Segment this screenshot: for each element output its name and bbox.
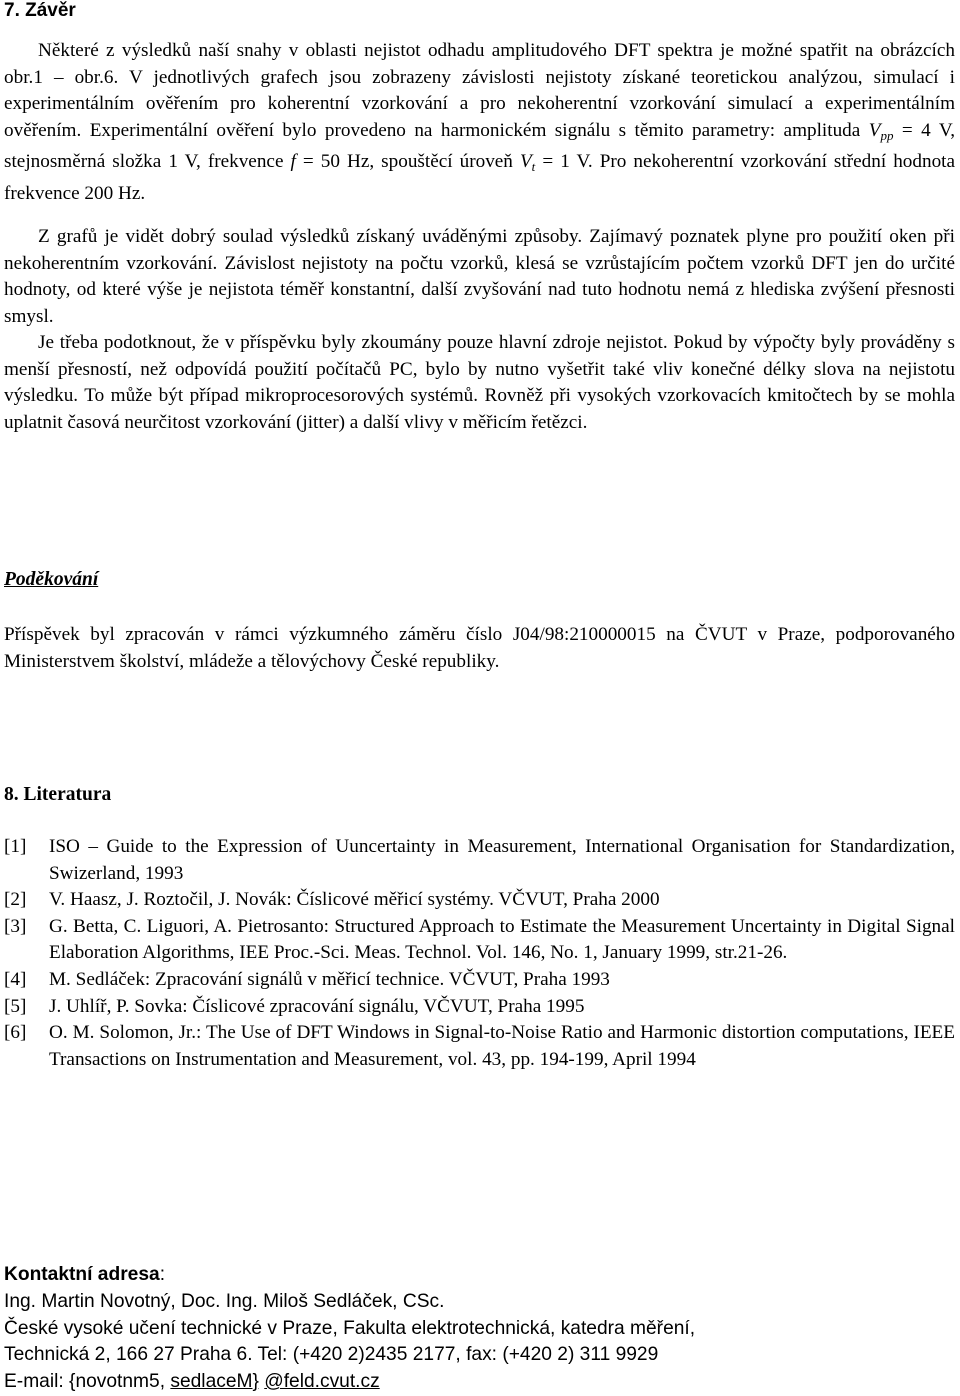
acknowledgement-text: Příspěvek byl zpracován v rámci výzkumného záměru číslo J04/98:210000015 na ČVUT v Praze, podporovaného Ministerstvem školství, mládeže a tělovýchovy České republiky. (4, 624, 955, 672)
conclusion-p1-text-b: = 4 V, stejnosměrná složka 1 V, frekvence (4, 119, 955, 173)
literature-heading: 8. Literatura (4, 784, 112, 805)
reference-number: [4] (4, 968, 27, 990)
contact-names: Ing. Martin Novotný, Doc. Ing. Miloš Sedláček, CSc. (4, 1290, 445, 1312)
reference-item (4, 914, 955, 967)
reference-number: [6] (4, 1022, 27, 1044)
reference-text: J. Uhlíř, P. Sovka: Číslicové zpracování signálu, VČVUT, Praha 1995 (49, 995, 585, 1017)
f-symbol: f (290, 151, 296, 173)
reference-text: M. Sedláček: Zpracování signálů v měřicí technice. VČVUT, Praha 1993 (49, 968, 610, 990)
reference-list (4, 834, 955, 1073)
conclusion-p1-text-c: = 50 Hz, spouštěcí úroveň (295, 151, 520, 173)
contact-email-line (4, 1369, 955, 1396)
contact-label: Kontaktní adresa (4, 1264, 160, 1285)
email-prefix: E-mail: {novotnm5, (4, 1371, 171, 1393)
conclusion-paragraph-3 (4, 330, 955, 436)
reference-item (4, 834, 955, 887)
contact-address-phone: Technická 2, 166 27 Praha 6. Tel: (+420 2)2435 2177, fax: (+420 2) 311 9929 (4, 1344, 659, 1366)
contact-colon: : (159, 1264, 166, 1285)
reference-text: V. Haasz, J. Roztočil, J. Novák: Číslicové měřicí systémy. VČVUT, Praha 2000 (49, 889, 660, 911)
email-domain-link[interactable]: @feld.cvut.cz (264, 1371, 380, 1393)
contact-institution: České vysoké učení technické v Praze, Fakulta elektrotechnická, katedra měření, (4, 1317, 696, 1339)
reference-item (4, 1020, 955, 1073)
contact-block (4, 1262, 955, 1396)
reference-text: O. M. Solomon, Jr.: The Use of DFT Windows in Signal-to-Noise Ratio and Harmonic distortion computations, IEEE Transactions on Instrumentation and Measurement, vol. 43, pp. 194-199, April 1994 (49, 1022, 955, 1070)
vt-symbol: V (519, 151, 532, 173)
contact-heading-line (4, 1262, 955, 1289)
conclusion-paragraph-1 (4, 38, 955, 208)
reference-text: ISO – Guide to the Expression of Uuncertainty in Measurement, International Organisation for Standardization, Swizerland, 1993 (49, 836, 955, 884)
reference-number: [3] (4, 915, 27, 937)
conclusion-p1-text-a: Některé z výsledků naší snahy v oblasti nejistot odhadu amplitudového DFT spektra je možné spatřit na obrázcích obr.1 – obr.6. V jednotlivých grafech jsou zobrazeny závislosti nejistoty získané teoretickou analýzou, simulací i experimentálním ověřením pro koherentní vzorkování a pro nekoherentní vzorkování simulací a experimentálním ověřením. Experimentální ověření bylo provedeno na harmonickém signálu s těmito parametry: amplituda (4, 40, 955, 141)
reference-item (4, 967, 955, 994)
conclusion-p3-text: Je třeba podotknout, že v příspěvku byly zkoumány pouze hlavní zdroje nejistot. Pokud by výpočty byly prováděny s menší přesností, než odpovídá použití počítačů PC, bylo by nutno vyšetřit také vliv konečné délky slova na nejistotu výsledku. To může být případ mikroprocesorových systémů. Rovněž při vysokých vzorkovacích kmitočtech by se mohla uplatnit časová neurčitost vzorkování (jitter) a další vlivy v měřicím řetězci. (4, 332, 955, 433)
email-link[interactable]: sedlaceM} (170, 1371, 259, 1393)
reference-item (4, 994, 955, 1021)
reference-item (4, 887, 955, 914)
vpp-subscript: pp (880, 127, 894, 143)
reference-number: [5] (4, 995, 27, 1017)
conclusion-p1-text-d: = 1 V. Pro nekoherentní vzorkování střední hodnota frekvence 200 Hz. (4, 151, 956, 204)
conclusion-heading: 7. Závěr (4, 0, 76, 21)
vt-subscript: t (531, 159, 536, 175)
reference-number: [2] (4, 889, 27, 911)
reference-text: G. Betta, C. Liguori, A. Pietrosanto: Structured Approach to Estimate the Measurement Uncertainty in Digital Signal Elaboration Algorithms, IEE Proc.-Sci. Meas. Technol. Vol. 146, No. 1, January 1999, str.21-26. (49, 915, 955, 964)
conclusion-p2-text: Z grafů je vidět dobrý soulad výsledků získaný uváděnými způsoby. Zajímavý poznatek plyne pro použití oken při nekoherentním vzorkování. Závislost nejistoty na počtu vzorků, klesá se vzrůstajícím počtem vzorků DFT jen do určité hodnoty, od které výše je nejistota téměř konstantní, další zvyšování nad tuto hodnotu nemá z hlediska zvýšení přesnosti smysl. (4, 226, 955, 327)
acknowledgement-heading: Poděkování (4, 569, 99, 590)
reference-number: [1] (4, 836, 27, 857)
vpp-symbol: V (868, 119, 881, 141)
conclusion-paragraph-2 (4, 224, 955, 330)
